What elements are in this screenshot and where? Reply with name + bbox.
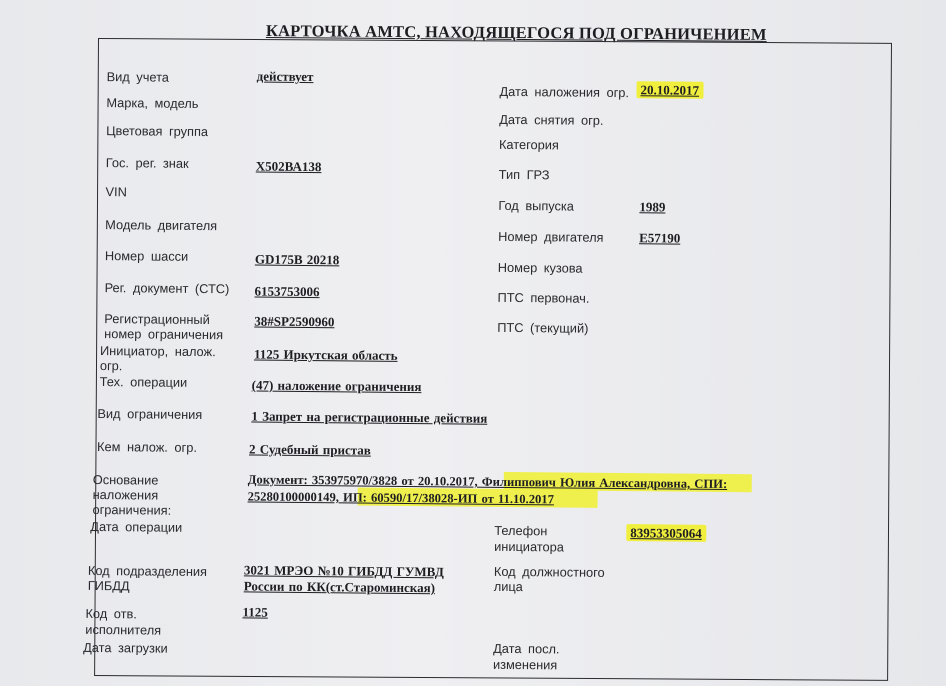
unit-code-label-1: Код подразделения	[87, 562, 208, 580]
restriction-number-label-2: номер ограничения	[104, 326, 224, 343]
body-number-label: Номер кузова	[497, 259, 583, 276]
vin-label: VIN	[105, 184, 127, 200]
document-title: КАРТОЧКА АМТС, НАХОДЯЩЕГОСЯ ПОД ОГРАНИЧЕНИЕМ	[265, 21, 767, 44]
operation-date-label: Дата операции	[90, 518, 183, 535]
restriction-number-label-1: Регистрационный	[104, 311, 210, 328]
removed-date-label: Дата снятия огр.	[499, 111, 604, 128]
basis-line-2: 25280100000149, ИП: 60590/17/38028-ИП от 11.10.2017	[247, 489, 555, 507]
restriction-number-value: 38#SP2590960	[254, 313, 335, 330]
officer-code-label-2: лица	[493, 578, 523, 595]
imposed-date-label: Дата наложения огр.	[499, 83, 630, 101]
phone-label-2: инициатора	[494, 538, 564, 555]
year-value: 1989	[639, 199, 666, 215]
restriction-type-value: 1 Запрет на регистрационные действия	[251, 408, 488, 426]
basis-label-2: наложения	[92, 486, 159, 503]
executor-code-label-1: Код отв.	[85, 605, 137, 622]
color-group-label: Цветовая группа	[106, 123, 209, 140]
plate-type-label: Тип ГРЗ	[498, 166, 550, 183]
account-type-value: действует	[256, 68, 314, 85]
engine-number-value: E57190	[639, 230, 681, 246]
tech-operations-value: (47) наложение ограничения	[251, 377, 422, 395]
chassis-number-value: GD175B 20218	[254, 251, 340, 268]
account-type-label: Вид учета	[106, 69, 170, 85]
pts-original-label: ПТС первонач.	[497, 289, 590, 306]
make-model-label: Марка, модель	[106, 95, 199, 111]
imposed-by-label: Кем налож. огр.	[97, 439, 197, 455]
last-change-label-2: изменения	[492, 656, 558, 673]
chassis-number-label: Номер шасси	[104, 248, 189, 264]
basis-label-3: ограничения:	[92, 501, 172, 518]
reg-document-label: Рег. документ (СТС)	[104, 280, 230, 297]
plate-value: Х502ВА138	[255, 158, 322, 175]
basis-line-1: Документ: 353975970/3828 от 20.10.2017, Филиппович Юлия Александровна, СПИ:	[247, 472, 728, 492]
plate-label: Гос. рег. знак	[105, 155, 189, 171]
phone-label-1: Телефон	[494, 522, 548, 539]
reg-document-value: 6153753006	[254, 283, 320, 300]
tech-operations-label: Тех. операции	[99, 374, 188, 390]
unit-code-value-1: 3021 МРЭО №10 ГИБДД ГУМВД	[243, 562, 444, 580]
year-label: Год выпуска	[498, 197, 575, 214]
last-change-label-1: Дата посл.	[493, 640, 560, 657]
unit-code-label-2: ГИБДД	[87, 577, 130, 594]
phone-value: 83953305064	[626, 524, 706, 542]
initiator-label-2: огр.	[99, 358, 123, 374]
initiator-value: 1125 Иркутская область	[253, 346, 398, 363]
imposed-by-value: 2 Судебный пристав	[249, 441, 371, 458]
executor-code-value: 1125	[242, 604, 268, 620]
officer-code-label-1: Код должностного	[493, 563, 605, 580]
upload-date-label: Дата загрузки	[83, 639, 168, 656]
restriction-type-label: Вид ограничения	[97, 406, 203, 423]
unit-code-value-2: России по КК(ст.Староминская)	[243, 578, 436, 596]
engine-number-label: Номер двигателя	[498, 228, 604, 245]
engine-model-label: Модель двигателя	[105, 217, 218, 234]
pts-current-label: ПТС (текущий)	[497, 319, 589, 336]
basis-label-1: Основание	[92, 471, 159, 488]
initiator-label-1: Инициатор, налож.	[99, 343, 216, 360]
category-label: Категория	[498, 136, 559, 153]
executor-code-label-2: исполнителя	[85, 621, 162, 638]
imposed-date-value: 20.10.2017	[636, 81, 703, 99]
